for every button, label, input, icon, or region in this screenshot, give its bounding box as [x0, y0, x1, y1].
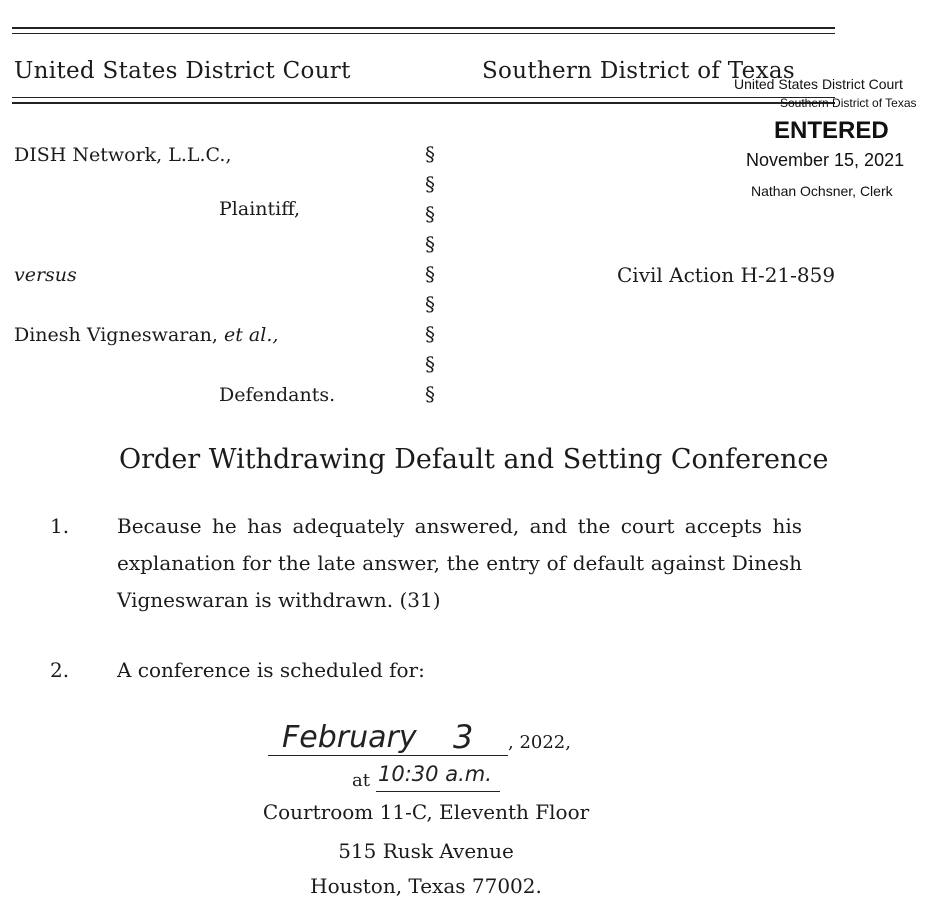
header-top-rule-thin — [12, 33, 835, 34]
time-at-label: at — [352, 770, 370, 791]
section-symbol: § — [425, 202, 435, 226]
defendant-name-text: Dinesh Vigneswaran, — [14, 324, 218, 346]
stamp-district: Southern District of Texas — [780, 96, 917, 110]
paragraph-number: 2. — [50, 658, 70, 682]
defendant-name — [14, 324, 278, 346]
section-symbol: § — [425, 142, 435, 166]
paragraph-number: 1. — [50, 514, 70, 538]
section-symbol: § — [425, 232, 435, 256]
header-bottom-rule — [12, 97, 835, 98]
section-symbol: § — [425, 322, 435, 346]
section-symbol: § — [425, 292, 435, 316]
conference-date-line — [268, 718, 608, 764]
stamp-clerk: Nathan Ochsner, Clerk — [751, 183, 893, 199]
time-underline — [376, 791, 500, 792]
conference-year: , 2022, — [508, 732, 571, 753]
conference-time-line — [352, 762, 512, 796]
defendant-role: Defendants. — [219, 384, 336, 406]
plaintiff-name: DISH Network, L.L.C., — [14, 144, 232, 166]
handwritten-day: 3 — [453, 718, 474, 756]
handwritten-month: February — [282, 720, 417, 755]
stamp-court: United States District Court — [734, 76, 903, 92]
header-district-name: Southern District of Texas — [482, 58, 795, 84]
city-line: Houston, Texas 77002. — [310, 874, 542, 898]
defendant-etal: et al., — [224, 324, 279, 346]
section-symbol: § — [425, 352, 435, 376]
case-number: Civil Action H-21-859 — [617, 263, 836, 287]
paragraph-text: Because he has adequately answered, and the court accepts his explanation for the late answer, the entry of default against Dinesh Vigneswaran is withdrawn. (31) — [117, 514, 802, 612]
section-symbol: § — [425, 262, 435, 286]
paragraph-text: A conference is scheduled for: — [117, 658, 425, 682]
header-court-name: United States District Court — [14, 58, 351, 84]
section-symbol: § — [425, 172, 435, 196]
header-bottom-rule-thick — [12, 102, 835, 104]
plaintiff-role: Plaintiff, — [219, 198, 301, 220]
stamp-entered: ENTERED — [774, 117, 889, 144]
versus-label: versus — [14, 264, 77, 286]
courtroom-line: Courtroom 11-C, Eleventh Floor — [262, 800, 590, 824]
stamp-date: November 15, 2021 — [746, 150, 905, 170]
header-top-rule — [12, 27, 835, 29]
street-line: 515 Rusk Avenue — [338, 839, 514, 863]
handwritten-time: 10:30 a.m. — [378, 762, 492, 786]
section-symbol: § — [425, 382, 435, 406]
order-title: Order Withdrawing Default and Setting Conference — [119, 444, 829, 475]
